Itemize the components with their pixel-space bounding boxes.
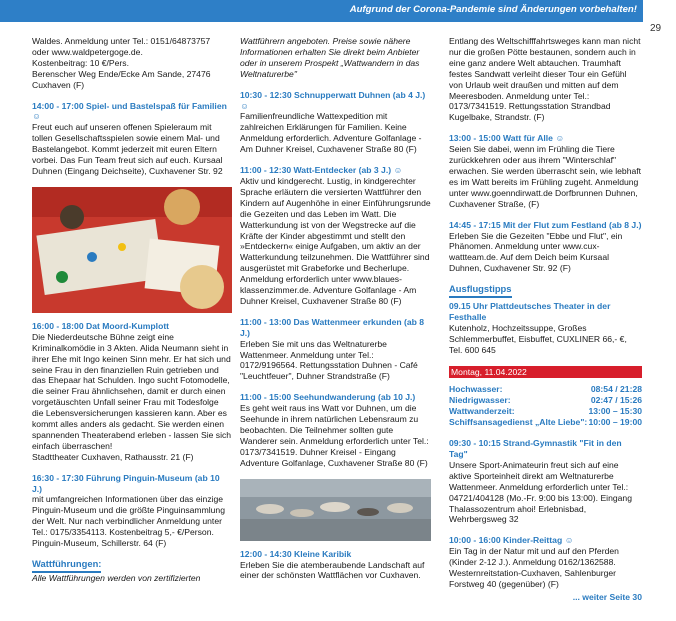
- section-text: Alle Wattführungen werden von zertifizierten: [32, 572, 201, 583]
- event-item: [240, 392, 431, 468]
- event-text: Aktiv und kindgerecht. Lustig, in kindgerechter Sprache erläutern die versierten Wattführer den Kindern auf Augenhöhe in einer Einführungsrunde die Gezeiten und das Leben im Watt. Die Watterkundung ist von der Wegstrecke auf die Kräfte der Kinder abgestimmt und stellt den »Entdeckern« einige Aufgaben, um aktiv an der Watterkundung teilzunehmen. Die Wattführer sind ausgerüstet mit Grabeforke und Becherlupe. Anmeldung erforderlich unter www.blaues-klassenzimmer.de. Adventure Golfanlage - Am Duhner Kreisel, Cuxhavener Straße 80 (F): [240, 175, 431, 306]
- event-title: 11:00 - 13:00 Das Wattenmeer erkunden (ab 8 J.): [240, 316, 425, 338]
- table-row: Schiffsansagedienst „Alte Liebe": 10:00 – 19:00: [449, 417, 642, 428]
- event-text: Seien Sie dabei, wenn im Frühling die Tiere zurückkehren oder aus ihrem "Winterschlaf" erwachen. Sie werden überrascht sein, wie lebhaft es im Watt bereits im Frühling zugeht. Anmeldung unter www.goenndirwatt.de Dorfbrunnen Duhnen, Cuxhavener Straße, (F): [449, 144, 642, 209]
- tip-text: Kutenholz, Hochzeitssuppe, Großes Schlemmerbuffet, Eisbuffet, CUXLINER 66,- €, Tel. 600 645: [449, 322, 627, 355]
- column-3: [449, 36, 642, 603]
- section-heading: Wattführungen:: [32, 559, 101, 573]
- table-row: Niedrigwasser: 02:47 / 15:26: [449, 395, 642, 406]
- event-title: 11:00 - 12:30 Watt-Entdecker (ab 3 J.) ☺: [240, 165, 403, 176]
- event-text: Ein Tag in der Natur mit und auf den Pferden (Kinder 2-12 J.). Anmeldung 0162/1362588. Westernreitstation-Cuxhaven, Sahlenburger Forstweg 40 (gegenüber) (F): [449, 546, 619, 589]
- event-venue: Stadttheater Cuxhaven, Rathausstr. 21 (F): [32, 451, 194, 462]
- intro-text: Entlang des Weltschifffahrtsweges kann man nicht nur die großen Pötte bestaunen, sondern auch in eine ganz andere Welt abtauchen. Traumhaft festes Sandwatt verleiht dieser Tour ein Gefühl von Urlaub weit draußen und mitten auf dem Meeresboden. Anmeldung unter Tel.: 0173/7341519. Rettungsstation Strandbad Kugelbake, Strandstr. (F): [449, 36, 641, 123]
- event-text: Es geht weit raus ins Watt vor Duhnen, um die Seehunde in ihrem natürlichen Lebensraum zu beobachten. Die Teilnehmer sollten gute Wanderer sein. Anmeldung erforderlich unter Tel.: 0173/7341519. Duhner Kreisel - Eingang Adventure Golfanlage, Cuxhavener Straße 80 (F): [240, 403, 429, 468]
- event-title: 16:30 - 17:30 Führung Pinguin-Museum (ab 10 J.): [32, 472, 220, 494]
- event-title: 11:00 - 15:00 Seehundwanderung (ab 10 J.): [240, 392, 416, 403]
- event-title: 16:00 - 18:00 Dat Moord-Kumplott: [32, 320, 170, 331]
- event-text: Erleben Sie mit uns das Weltnaturerbe Wattenmeer. Anmeldung unter Tel.: 0172/9196564. Rettungsstation Duhnen - Café "Leuchtfeuer", Duhner Strandstraße (F): [240, 338, 418, 382]
- event-title: 14:45 - 17:15 Mit der Flut zum Festland (ab 8 J.): [449, 219, 642, 230]
- page-number: 29: [650, 23, 662, 34]
- header-bar: [0, 0, 643, 22]
- event-title: 09:30 - 10:15 Strand-Gymnastik "Fit in den Tag": [449, 438, 622, 459]
- event-text: Erleben Sie die Gezeiten "Ebbe und Flut", ein Phänomen. Anmeldung unter www.cux-wattteam.de. Auf dem Deich beim Kursaal Duhnen, Cuxhavener Str. 92 (F): [449, 230, 623, 274]
- event-item: [32, 473, 232, 549]
- event-title: 14:00 - 17:00 Spiel- und Bastelspaß für Familien ☺: [32, 100, 227, 122]
- column-1: [32, 36, 232, 584]
- table-row: Hochwasser: 08:54 / 21:28: [449, 384, 642, 395]
- event-item: [240, 165, 431, 307]
- event-item: [32, 321, 232, 463]
- event-text: mit umfangreichen Informationen über das einzige Pinguin-Museum und die größte Pinguinsammlung der Welt. Nur nach verbindlicher Anmeldung unter Tel.: 0175/3354113. Kostenbeitrag 5,- €/Person. Pinguin-Museum, Schillerstr. 64 (F): [32, 494, 225, 549]
- event-item: [449, 220, 642, 275]
- table-row: Wattwanderzeit: 13:00 – 15:30: [449, 406, 642, 417]
- event-text: Familienfreundliche Wattexpedition mit zahlreichen Erklärungen für Familien. Keine Anmeldung erforderlich. Adventure Golfanlage - Am Duhner Kreisel, Cuxhavener Straße 80 (F): [240, 111, 422, 155]
- event-item: [240, 317, 431, 382]
- event-item: [32, 101, 232, 177]
- tip-item: [449, 301, 642, 356]
- event-title: 13:00 - 15:00 Watt für Alle ☺: [449, 133, 565, 144]
- event-text: Unsere Sport-Animateurin freut sich auf eine aktive Sporteinheit direkt am Weltnaturerbe Wattenmeer. Anmeldung erforderlich unter Tel.: 04721/404128 (Mo.-Fr. 9:00 bis 13:00). Eingang Thalassozentrum ahoi! Erlebnisbad, Wehrbergsweg 32: [449, 459, 632, 525]
- event-text: Die Niederdeutsche Bühne zeigt eine Kriminalkomödie in 3 Akten. Alida Neumann sieht in ihrer Ehe mit Ingo keinen Sinn mehr. Er hat sich und seine Frau in den finanziellen Ruin getrieben und das Ehepaar hat Schulden. Ingo sucht Fotomodelle, die seiner Frau ähnlichsehen, damit er durch einen vorgetäuschten Unfall seiner Frau mit Todesfolge die Lebensversicherungen kassieren kann. Aber es kommt alles anders als gedacht. Sie werden einen spannenden Theaterabend erleben - lassen Sie sich einfach überraschen!: [32, 331, 232, 451]
- event-item: [449, 438, 642, 525]
- event-title: 10:30 - 12:30 Schnupperwatt Duhnen (ab 4 J.) ☺: [240, 89, 426, 111]
- tide-table: [449, 384, 642, 428]
- tip-title: 09.15 Uhr Plattdeutsches Theater in der Festhalle: [449, 301, 611, 322]
- event-item: [449, 535, 642, 590]
- continued-link[interactable]: ... weiter Seite 30: [572, 591, 642, 602]
- event-item: [449, 133, 642, 209]
- kids-crafting-photo: [32, 187, 232, 313]
- event-title: 12:00 - 14:30 Kleine Karibik: [240, 548, 352, 559]
- corona-notice: Aufgrund der Corona-Pandemie sind Änderungen vorbehalten!: [349, 4, 637, 15]
- event-item: [240, 549, 431, 582]
- column-2: [240, 36, 431, 591]
- event-title: 10:00 - 16:00 Kinder-Reittag ☺: [449, 535, 574, 546]
- intro-text: Waldes. Anmeldung unter Tel.: 0151/64873757 oder www.waldpetergoge.de. Kostenbeitrag: 10 €/Pers. Berenscher Weg Ende/Ecke Am Sande, 27476 Cuxhaven (F): [32, 36, 211, 90]
- seals-photo: [240, 479, 431, 541]
- event-text: Erleben Sie die atemberaubende Landschaft auf einer der schönsten Wattflächen vor Cuxhaven.: [240, 559, 425, 581]
- intro-text: Wattführern angeboten. Preise sowie nähere Informationen erhalten Sie direkt beim Anbieter oder in unserem Prospekt „Wattwandern in das Weltnaturerbe": [240, 36, 420, 79]
- day-header: Montag, 11.04.2022: [449, 366, 642, 379]
- event-item: [240, 90, 431, 155]
- section-heading: Ausflugstipps: [449, 284, 512, 298]
- event-text: Freut euch auf unseren offenen Spieleraum mit tollen Gesellschaftsspielen sowie einem Mal- und Bastelangebot. Kommt jederzeit mit euren Eltern vorbei. Das Fun Team freut sich auf euch. Kursaal Duhnen (Eingang Deichseite), Cuxhavener Str. 92: [32, 122, 223, 176]
